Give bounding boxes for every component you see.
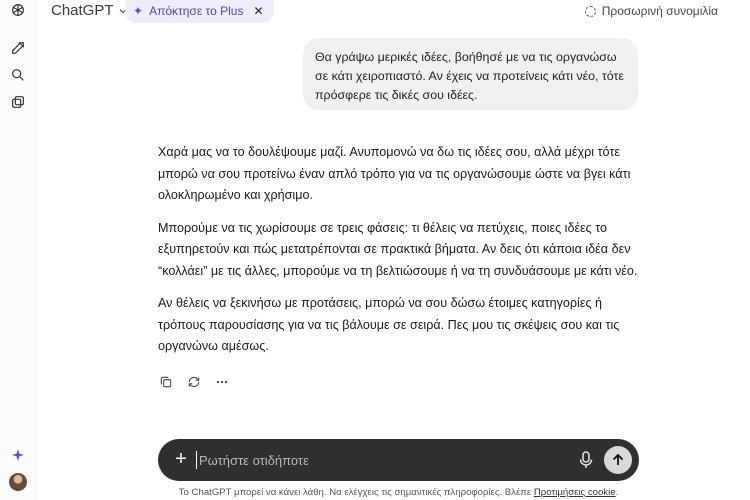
temporary-chat-icon [585,6,596,17]
assistant-paragraph: Χαρά μας να το δουλέψουμε μαζί. Ανυπομονώ να δω τις ιδέες σου, αλλά μέχρι τότε μπορώ να σου προτείνω έναν απλό τρόπο για να τις οργανώσουμε ώστε να βγει κάτι ολοκληρωμένο και χρήσιμο. [158,145,631,202]
regenerate-icon[interactable] [186,374,202,390]
more-options-icon[interactable] [214,374,230,390]
message-actions [158,374,230,390]
assistant-message [158,142,640,369]
copy-icon[interactable] [158,374,174,390]
assistant-paragraph: Μπορούμε να τις χωρίσουμε σε τρεις φάσεις: τι θέλεις να πετύχεις, ποιες ιδέες το εξυπηρετούν και πώς μετατρέπονται σε πρακτικά βήματα. Αν δεις ότι κάποια ιδέα δεν “κολλάει” με τις άλλες, μπορούμε να τη βελτιώσουμε ή να τη συνδυάσουμε με κάτι νέο. [158,220,638,278]
plus-icon[interactable]: + [175,448,187,470]
temporary-chat-toggle[interactable] [585,4,718,18]
composer [158,439,639,481]
upgrade-label: Απόκτησε το Plus [149,3,244,18]
assistant-paragraph: Αν θέλεις να ξεκινήσω με προτάσεις, μπορώ να σου δώσω έτοιμες κατηγορίες ή τρόπους παρουσίασης για να τις βάλουμε σε σειρά. Πες μου τις σκέψεις σου και τις οργανώνω αμέσως. [158,296,620,353]
sidebar-rail [0,0,37,500]
disclaimer [0,487,750,498]
header [37,0,750,24]
temporary-chat-label: Προσωρινή συνομιλία [601,4,718,18]
user-message: Θα γράψω μερικές ιδέες, βοήθησέ με να τις οργανώσω σε κάτι χειροπιαστό. Αν έχεις να προτείνεις κάτι νέο, τότε πρόσφερε τις δικές σου ιδέες. [303,38,638,110]
disclaimer-end: . [615,487,619,498]
model-selector[interactable] [51,2,128,19]
logo-icon[interactable] [8,0,28,20]
model-name: ChatGPT [51,2,114,19]
prompt-input[interactable] [196,451,556,469]
cookie-preferences-link[interactable]: Προτιμήσεις cookie [533,487,616,498]
arrow-up-icon [611,453,625,467]
upgrade-plus-button[interactable] [125,0,274,23]
send-button[interactable] [604,446,632,474]
sparkle-icon: ✦ [133,3,144,18]
sparkle-icon[interactable] [8,445,28,465]
new-chat-icon[interactable] [8,38,28,58]
search-icon[interactable] [8,65,28,85]
close-icon[interactable]: ✕ [253,3,264,18]
library-icon[interactable] [8,92,28,112]
microphone-icon[interactable] [578,451,594,469]
disclaimer-text: Το ChatGPT μπορεί να κάνει λάθη. Να ελέγχεις τις σημαντικές πληροφορίες. Βλέπε [178,487,534,498]
